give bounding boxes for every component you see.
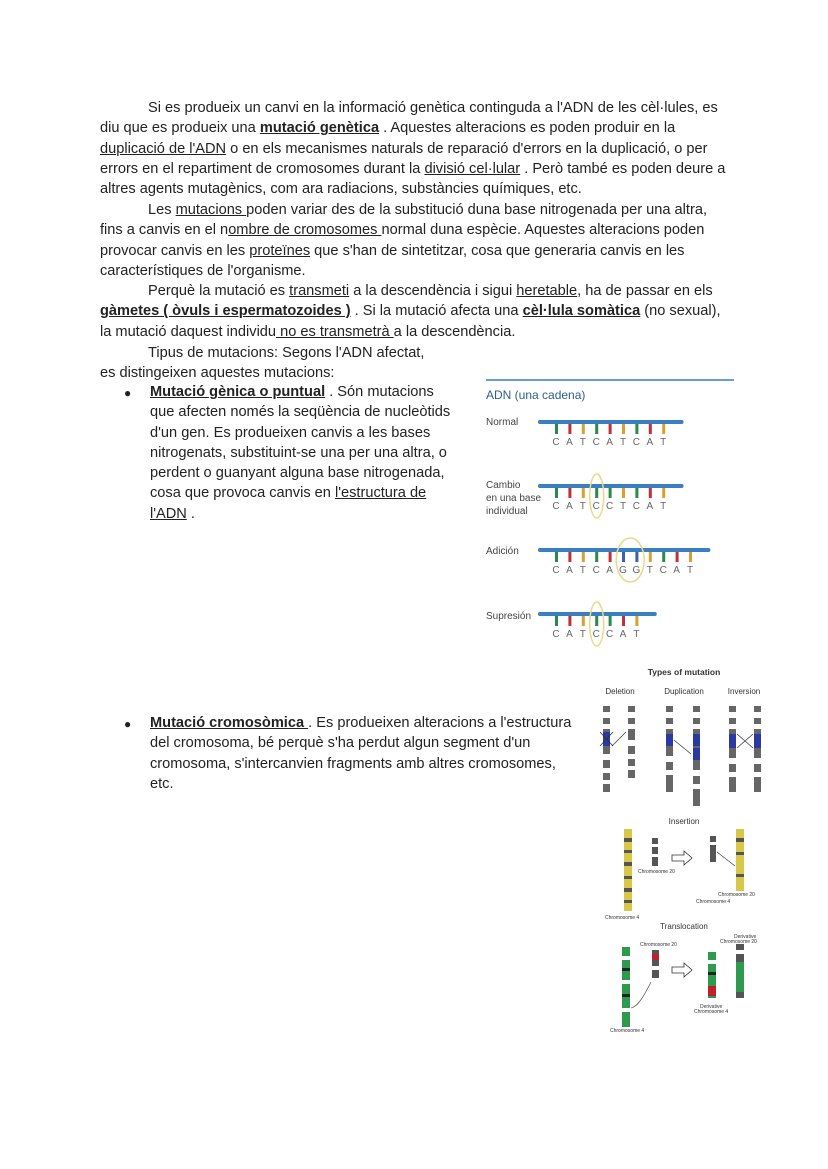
base-tick <box>555 488 558 498</box>
label-inversion: Inversion <box>727 687 761 696</box>
derivative-chromosome-4 <box>708 952 716 998</box>
label-derivative-20: Derivative Chromosome 20 <box>720 934 757 945</box>
label-translocation: Translocation <box>660 922 708 931</box>
chromosome-4-result <box>736 829 744 891</box>
chromosome-20-result <box>710 836 716 862</box>
term-mutacio-cromosomica: Mutació cromosòmica <box>150 715 309 731</box>
text: Les <box>148 202 176 218</box>
label-duplication: Duplication <box>664 687 704 696</box>
chromosome-inversion-result <box>754 706 761 792</box>
term-estructura-adn: l'estructura de l'ADN <box>150 485 427 522</box>
paragraph-mutacions <box>100 200 730 281</box>
base-tick <box>568 552 571 562</box>
text: normal duna espècie. Aquestes alteracions poden provocar canvis en les <box>100 222 705 259</box>
text: . <box>186 505 195 522</box>
base-letter: A <box>619 629 628 640</box>
base-letter: T <box>646 565 654 576</box>
term-nombre-cromosomes: ombre de cromosomes <box>228 222 382 239</box>
bullet-dot: ● <box>124 717 132 731</box>
text: . Si la mutació afecta una <box>350 303 523 320</box>
base-letter: C <box>552 437 561 448</box>
base-letter: T <box>633 629 641 640</box>
term-heretable: heretable <box>516 283 578 299</box>
chromosome-20-translocation <box>652 950 659 978</box>
base-letter: T <box>579 565 587 576</box>
label-chromosome-4: Chromosome 4 <box>605 915 640 921</box>
base-letter: A <box>566 501 574 512</box>
term-mutacions: mutacions <box>175 202 247 218</box>
text: a la descendència. <box>393 323 516 340</box>
base-tick <box>622 552 625 562</box>
base-tick <box>582 488 585 498</box>
base-tick <box>622 616 625 626</box>
base-tick <box>649 488 652 498</box>
base-tick <box>676 552 679 562</box>
base-tick <box>662 488 665 498</box>
text: , ha de passar en els <box>577 283 713 299</box>
term-proteines: proteïnes <box>249 242 311 259</box>
base-tick <box>649 424 652 434</box>
base-tick <box>609 424 612 434</box>
term-mutacio-genica: Mutació gènica o puntual <box>150 384 326 400</box>
bullet-mutacio-genica <box>150 382 455 524</box>
base-letter: C <box>632 437 642 448</box>
base-letter: C <box>552 629 561 640</box>
base-tick <box>689 552 692 562</box>
base-letter: C <box>605 629 615 640</box>
base-letter: A <box>646 501 655 512</box>
figure-chromosome-mutations <box>596 662 772 1037</box>
base-letter: C <box>592 565 601 576</box>
tipus-line-2: es distingeixen aquestes mutacions: <box>100 365 335 381</box>
label-derivative-4: Derivative Chromosome 4 <box>694 1004 729 1015</box>
base-tick <box>568 488 571 498</box>
text: a la descendència i sigui <box>349 283 517 299</box>
text: o en els mecanismes naturals de reparació d'errors en la duplicació, o per errors en el repartiment de cromosomes durant la <box>100 140 708 177</box>
text: Perquè la mutació es <box>148 283 290 299</box>
base-tick <box>595 488 598 498</box>
label-chromosome-20-t: Chromosome 20 <box>640 942 677 948</box>
paragraph-herencia <box>100 281 730 342</box>
paragraph-intro <box>100 98 730 199</box>
base-tick <box>555 552 558 562</box>
base-letter: T <box>579 501 587 512</box>
base-letter: T <box>619 437 628 448</box>
base-tick <box>609 552 612 562</box>
base-letter: T <box>686 565 695 576</box>
bullet-dot: ● <box>124 386 132 400</box>
figure-dna-mutations <box>480 372 742 652</box>
base-tick <box>555 616 558 626</box>
base-letter: A <box>606 565 614 576</box>
base-letter: A <box>566 437 574 448</box>
text: . Aquestes alteracions es poden produir en la <box>379 120 676 137</box>
text: . Són mutacions que afecten només la seqüència de nucleòtids d'un gen. Es produeixen canvis a les bases nitrogenats, substituint-se una per una altra, o perdent o guanyant alguna base nitrogenada, cosa que provoca canvis en <box>150 384 451 502</box>
base-letter: A <box>646 437 655 448</box>
base-tick <box>568 616 571 626</box>
base-tick <box>582 424 585 434</box>
base-tick <box>609 616 612 626</box>
text: . Es produeixen alteracions a l'estructura del cromosoma, bé perquè s'ha perdut algun segment d'un cromosoma, s'intercanvien fragments amb altres cromosomes, etc. <box>150 715 572 792</box>
term-gametes: gàmetes ( òvuls i espermatozoides ) <box>100 303 351 320</box>
base-letter: T <box>660 501 668 512</box>
chromosome-20-insertion <box>652 838 658 866</box>
base-letter: C <box>659 565 668 576</box>
base-tick <box>635 488 638 498</box>
term-mutacio-genetica: mutació genètica <box>259 120 380 137</box>
figure-title: ADN (una cadena) <box>486 388 586 402</box>
label-chromosome-4-b: Chromosome 4 <box>696 899 731 905</box>
base-letter: C <box>552 501 561 512</box>
base-tick <box>662 424 665 434</box>
chromosome-4-insertion <box>624 829 632 911</box>
base-letter: T <box>579 629 587 640</box>
base-letter: A <box>566 565 574 576</box>
base-tick <box>622 488 625 498</box>
base-tick <box>568 424 571 434</box>
base-letter: G <box>619 565 628 576</box>
text: (no sexual), la mutació daquest individu <box>100 303 721 340</box>
term-transmeti: transmeti <box>289 283 350 299</box>
text: . Però també es poden deure a altres agents mutagènics, com ara radiacions, substàncies químiques, etc. <box>100 160 726 198</box>
label-chromosome-4-t: Chromosome 4 <box>610 1028 645 1034</box>
base-letter: C <box>592 437 601 448</box>
base-letter: A <box>606 437 614 448</box>
base-letter: A <box>566 629 574 640</box>
derivative-chromosome-20 <box>736 944 744 998</box>
term-duplicacio: duplicació de l'ADN <box>100 140 227 157</box>
base-letter: G <box>632 565 642 576</box>
chromosome-4-translocation <box>622 947 630 1027</box>
chromosome-duplication-original <box>666 706 673 792</box>
base-letter: T <box>579 437 587 448</box>
base-letter: A <box>673 565 681 576</box>
label-chromosome-20: Chromosome 20 <box>638 869 675 875</box>
base-tick <box>595 552 598 562</box>
base-tick <box>635 616 638 626</box>
chromosome-inversion-original <box>729 706 736 792</box>
chromosome-duplication-result <box>693 706 700 806</box>
base-letter: C <box>632 501 642 512</box>
base-tick <box>635 552 638 562</box>
base-letter: C <box>592 501 601 512</box>
term-divisio-cellular: divisió cel·lular <box>424 160 521 177</box>
base-letter: C <box>605 501 615 512</box>
row-label-normal: Normal <box>486 417 519 428</box>
base-tick <box>555 424 558 434</box>
text: poden variar des de la substitució duna base nitrogenada per una altra, fins a canvis en el n <box>100 202 708 239</box>
base-tick <box>582 616 585 626</box>
figure-title-types: Types of mutation <box>647 667 721 677</box>
label-chromosome-20-b: Chromosome 20 <box>718 892 755 898</box>
base-tick <box>595 424 598 434</box>
base-tick <box>622 424 625 434</box>
base-tick <box>662 552 665 562</box>
label-deletion: Deletion <box>605 687 635 696</box>
base-letter: T <box>660 437 668 448</box>
text: Si es produeix un canvi en la informació genètica continguda a l'ADN de les cèl·lules, es diu que es produeix una <box>100 100 718 137</box>
row-label-adicion: Adición <box>486 546 519 557</box>
base-tick <box>582 552 585 562</box>
base-tick <box>595 616 598 626</box>
base-tick <box>635 424 638 434</box>
base-letter: T <box>619 501 628 512</box>
label-insertion: Insertion <box>668 817 700 826</box>
chromosome-deletion-result <box>628 706 635 778</box>
row-label-supresion: Supresión <box>486 611 532 622</box>
base-tick <box>609 488 612 498</box>
text: que s'han de sintetitzar, cosa que generaria canvis en les característiques de l'organisme. <box>100 242 685 279</box>
base-tick <box>649 552 652 562</box>
term-no-es-transmetra: no es transmetrà <box>276 323 394 340</box>
base-letter: C <box>592 629 601 640</box>
tipus-line-1: Tipus de mutacions: Segons l'ADN afectat, <box>148 345 425 361</box>
term-cellula-somatica: cèl·lula somàtica <box>522 303 641 320</box>
row-label-cambio: Cambio en una base individual <box>486 480 542 517</box>
base-letter: C <box>552 565 561 576</box>
chromosome-deletion-original <box>603 706 610 792</box>
mutation-highlight <box>616 538 644 582</box>
bullet-mutacio-cromosomica <box>150 713 580 794</box>
